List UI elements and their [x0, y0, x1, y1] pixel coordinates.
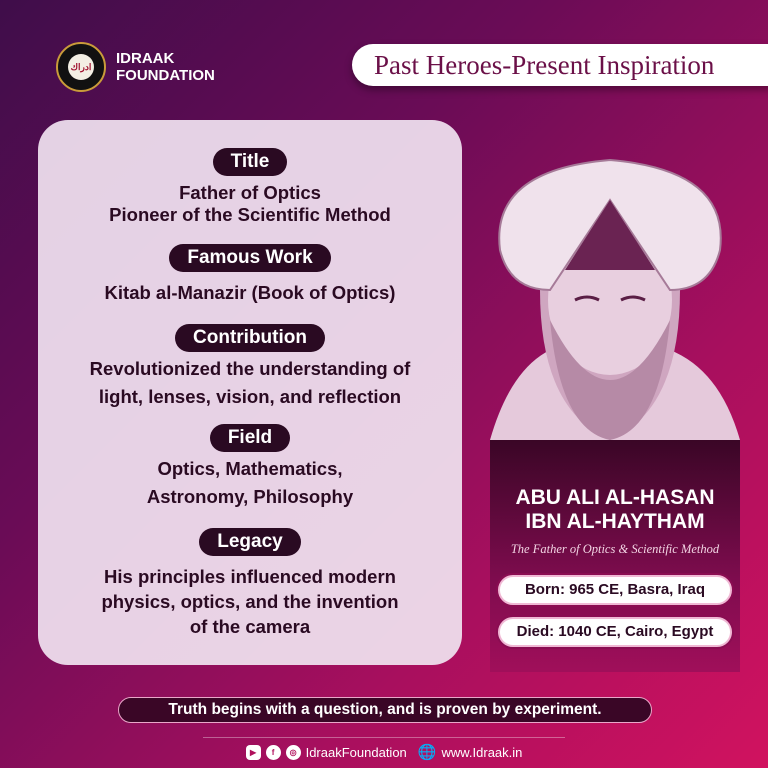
value-line: Kitab al-Manazir (Book of Optics) [104, 282, 396, 303]
section-value [38, 182, 462, 226]
section-label: Contribution [175, 324, 325, 352]
value-line: Pioneer of the Scientific Method [109, 204, 391, 225]
brand-line1: IDRAAK [116, 50, 175, 67]
value-line: Astronomy, Philosophy [146, 486, 354, 507]
value-line: light, lenses, vision, and reflection [98, 386, 402, 407]
brand-line2: FOUNDATION [116, 67, 215, 84]
youtube-icon[interactable]: ▶ [246, 745, 261, 760]
scholar-subtitle: The Father of Optics & Scientific Method [510, 542, 720, 556]
tagline-banner: Past Heroes-Present Inspiration [352, 44, 768, 86]
value-line: His principles influenced modern [104, 566, 396, 587]
value-line: Revolutionized the understanding of [89, 358, 411, 379]
value-line: Father of Optics [179, 182, 321, 203]
value-line: of the camera [189, 616, 311, 637]
section-label: Famous Work [169, 244, 330, 272]
brand-name [116, 50, 215, 84]
section-legacy [38, 528, 462, 638]
section-value [38, 358, 462, 408]
section-value [38, 458, 462, 508]
section-label: Legacy [199, 528, 300, 556]
section-title [38, 148, 462, 226]
section-field [38, 424, 462, 508]
section-value [38, 566, 462, 638]
name-line2: IBN AL-HAYTHAM [525, 510, 705, 533]
value-line: Optics, Mathematics, [157, 458, 343, 479]
section-value [38, 282, 462, 304]
section-famous-work [38, 244, 462, 304]
name-line1: ABU ALI AL-HASAN [515, 486, 715, 509]
born-badge: Born: 965 CE, Basra, Iraq [498, 575, 732, 605]
portrait-illustration [470, 140, 750, 450]
idraak-logo [56, 42, 106, 92]
social-handle[interactable]: IdraakFoundation [305, 744, 407, 760]
quote-banner: Truth begins with a question, and is proven by experiment. [118, 697, 652, 723]
value-line: physics, optics, and the invention [101, 591, 399, 612]
footer-divider [203, 737, 565, 738]
section-label: Title [213, 148, 288, 176]
died-badge: Died: 1040 CE, Cairo, Egypt [498, 617, 732, 647]
instagram-icon[interactable]: ◎ [286, 745, 301, 760]
profile-panel [490, 440, 740, 672]
section-label: Field [210, 424, 290, 452]
website-link[interactable]: www.Idraak.in [441, 744, 523, 760]
footer [0, 743, 768, 761]
section-contribution [38, 324, 462, 408]
scholar-name [490, 486, 740, 534]
logo-arabic: ادراك [68, 54, 94, 80]
facebook-icon[interactable]: f [266, 745, 281, 760]
info-card [38, 120, 462, 665]
globe-icon: 🌐 [417, 744, 437, 761]
